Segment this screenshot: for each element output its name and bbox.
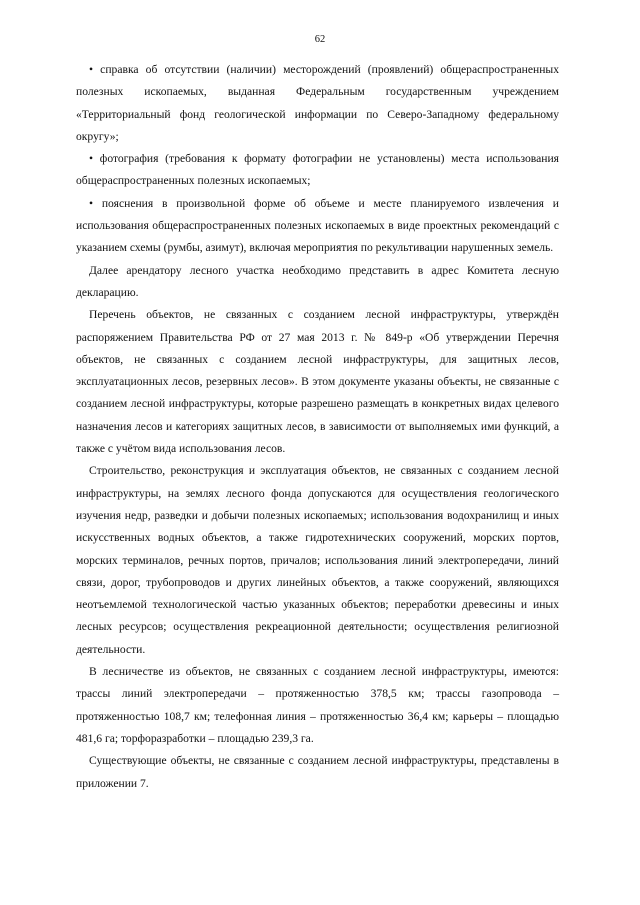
paragraph-existing-objects: В лесничестве из объектов, не связанных с созданием лесной инфраструктуры, имеются: трассы линий электропередачи – протяженностью 378,5 км; трассы газопровода – протяженностью 108,7 км; телефонная линия – протяженностью 36,4 км; карьеры – площадью 481,6 га; торфоразработки – площадью 239,3 га. <box>76 665 559 745</box>
document-body <box>76 59 559 795</box>
paragraph-appendix-reference: Существующие объекты, не связанные с созданием лесной инфраструктуры, представлены в приложении 7. <box>76 754 559 790</box>
paragraph-object-list: Перечень объектов, не связанных с созданием лесной инфраструктуры, утверждён распоряжением Правительства РФ от 27 мая 2013 г. № 849-р «Об утверждении Перечня объектов, не связанных с созданием лесной инфраструктуры, для защитных лесов, эксплуатационных лесов, резервных лесов». В этом документе указаны объекты, не связанные с созданием лесной инфраструктуры, которые разрешено размещать в конкретных видах целевого назначения лесов и категориях защитных лесов, в зависимости от выполняемых ими функций, а также с учётом вида использования лесов. <box>76 308 559 456</box>
page-number: 62 <box>314 34 326 45</box>
paragraph-photo: • фотография (требования к формату фотографии не установлены) места использования общераспространенных полезных ископаемых; <box>76 152 559 188</box>
paragraph-construction: Строительство, реконструкция и эксплуатация объектов, не связанных с созданием лесной инфраструктуры, на землях лесного фонда допускаются для осуществления геологического изучения недр, разведки и добычи полезных ископаемых; использования водохранилищ и иных искусственных водных объектов, а также гидротехнических сооружений, морских портов, морских терминалов, речных портов, причалов; использования линий электропередачи, линий связи, дорог, трубопроводов и других линейных объектов, а также сооружений, являющихся неотъемлемой технологической частью указанных объектов; переработки древесины и иных лесных ресурсов; осуществления рекреационной деятельности; осуществления религиозной деятельности. <box>76 464 559 656</box>
paragraph-certificate: • справка об отсутствии (наличии) месторождений (проявлений) общераспространенных полезных ископаемых, выданная Федеральным государственным учреждением «Территориальный фонд геологической информации по Северо-Западному федеральному округу»; <box>76 63 559 143</box>
paragraph-explanations: • пояснения в произвольной форме об объеме и месте планируемого извлечения и использования общераспространенных полезных ископаемых в виде проектных рекомендаций с указанием схемы (румбы, азимут), включая мероприятия по рекультивации нарушенных земель. <box>76 196 559 255</box>
paragraph-declaration: Далее арендатору лесного участка необходимо представить в адрес Комитета лесную декларацию. <box>76 263 559 299</box>
